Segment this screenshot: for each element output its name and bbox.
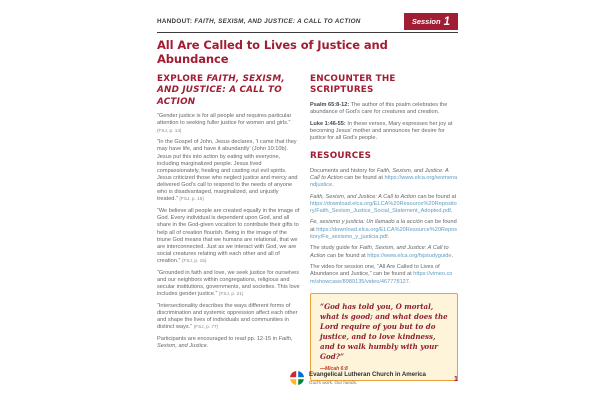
paragraph-text: “Grounded in faith and love, we seek justice for ourselves and our neighbors within congregations, religious and secular institutions, governments, and societies. This love includes gender justice.” bbox=[157, 269, 300, 298]
scripture-text: The author of this psalm celebrates the abundance of God’s care for creatures and creation. bbox=[310, 101, 448, 115]
explore-paragraph bbox=[157, 139, 300, 203]
resource-text: can be found at bbox=[416, 193, 457, 200]
micah-quote-box bbox=[310, 293, 458, 381]
resource-title: Faith, Sexism, and Justice: A Call to Action bbox=[310, 167, 449, 181]
resource-link[interactable]: https://www.elca.org/fsjstudyguide bbox=[367, 252, 452, 259]
resource-item bbox=[310, 245, 458, 259]
handout-page bbox=[157, 13, 458, 381]
paragraph-text: “In the Gospel of John, Jesus declares, ‘I came that they may have life, and have it abundantly’ (John 10:10b). Jesus put this into action by eating with everyone, including marginalized people. Jesus lived compassionately, healing and casting out evil spirits. Jesus criticized those who neglect justice and mercy and delivered God’s call to respond to the needs of anyone who is disadvantaged, marginalized, and unjustly treated.” bbox=[157, 139, 298, 203]
resource-item bbox=[310, 219, 458, 240]
reading-note bbox=[157, 336, 300, 350]
eyebrow bbox=[157, 18, 361, 25]
page-number: 1 bbox=[453, 373, 458, 383]
explore-heading-italic: FAITH, SEXISM, AND JUSTICE: A CALL TO ACTION bbox=[157, 74, 285, 107]
explore-paragraph bbox=[157, 113, 300, 134]
paragraph-text: “We believe all people are created equally in the image of God. Every individual is dependent upon God, and all share in the God-given vocation to contribute their gifts to help all of creation flourish. Being in the image of the triune God means that we humans are relational, that we are interconnected. Just as we interact with God, we are social creatures relating with each other and all of creation.” bbox=[157, 208, 300, 265]
paragraph-text: “Intersectionality describes the ways different forms of discrimination and systemic oppression affect each other and shape the lives of individuals and communities in distinct ways.” bbox=[157, 303, 298, 331]
session-label: Session bbox=[411, 17, 441, 26]
resource-text: . bbox=[450, 207, 453, 214]
resource-text: can be found at bbox=[325, 252, 368, 259]
scripture-text: In these verses, Mary expresses her joy at becoming Jesus’ mother and announces her desire for justice for all God’s people. bbox=[310, 120, 453, 141]
two-column-body bbox=[157, 74, 458, 381]
resource-title: Faith, Sexism, and Justice: A Call to Action bbox=[310, 245, 449, 259]
explore-heading-plain: EXPLORE bbox=[157, 74, 207, 84]
resource-link[interactable]: https://vimeo.com/showcase/8989135/video/467778127 bbox=[310, 271, 453, 285]
scripture-reference: Luke 1:46-55: bbox=[310, 120, 346, 127]
explore-paragraph bbox=[157, 270, 300, 299]
scripture-item bbox=[310, 102, 458, 116]
resource-text: can be found at bbox=[342, 174, 385, 181]
scriptures-heading: ENCOUNTER THE SCRIPTURES bbox=[310, 74, 396, 96]
citation: (FSJ, p. 14) bbox=[157, 127, 182, 133]
resource-item bbox=[310, 194, 458, 215]
session-badge bbox=[404, 13, 458, 30]
resource-item bbox=[310, 168, 458, 189]
resource-text: . bbox=[387, 233, 390, 240]
explore-paragraph bbox=[157, 208, 300, 265]
org-name: Evangelical Lutheran Church in America bbox=[309, 371, 426, 379]
resource-text: . bbox=[332, 181, 334, 188]
explore-column bbox=[157, 74, 300, 381]
session-number: 1 bbox=[443, 15, 450, 28]
page-title: All Are Called to Lives of Justice and Abundance bbox=[157, 38, 388, 66]
resource-text: . bbox=[451, 252, 454, 259]
elca-logo-icon bbox=[290, 371, 304, 385]
resource-link[interactable]: https://download.elca.org/ELCA%20Resource%20Repository/Faith_Sexism_Justice_Social_Statement_Adopted.pdf bbox=[310, 200, 457, 214]
resource-text: Documents and history for bbox=[310, 167, 377, 174]
resources-heading: RESOURCES bbox=[310, 151, 372, 162]
scripture-item bbox=[310, 121, 458, 142]
resource-title: Faith, Sexism, and Justice: A Call to Action bbox=[310, 193, 417, 200]
citation: (FSJ, p. 77) bbox=[193, 324, 219, 330]
citation: (FSJ, p. 15) bbox=[181, 258, 207, 264]
footer bbox=[290, 371, 458, 385]
header-divider bbox=[157, 32, 458, 33]
scripture-reference: Psalm 65:8-12: bbox=[310, 101, 350, 108]
scriptures-resources-column bbox=[310, 74, 458, 381]
eyebrow-prefix: HANDOUT: bbox=[157, 18, 193, 25]
eyebrow-title: FAITH, SEXISM, AND JUSTICE: A CALL TO ACTION bbox=[192, 18, 361, 25]
reading-note-text: Participants are encouraged to read pp. 12-15 in bbox=[157, 336, 279, 343]
citation: (FSJ, p. 21) bbox=[218, 291, 244, 297]
explore-heading bbox=[157, 74, 300, 108]
resource-text: The study guide for bbox=[310, 245, 360, 252]
footer-text bbox=[309, 371, 449, 384]
quote-text: “God has told you, O mortal, what is good; and what does the Lord require of you but to do justice, and to love kindness, and to walk humbly with your God?” bbox=[320, 301, 448, 362]
reading-note-title: Faith, Sexism, and Justice. bbox=[157, 336, 293, 350]
org-tagline: God’s work. Our hands. bbox=[309, 379, 358, 385]
quote-attribution: —Micah 6:8 bbox=[320, 366, 348, 373]
explore-paragraph bbox=[157, 303, 300, 332]
resource-title: Fe, sexismo y justicia: Un llamado a la acción bbox=[310, 219, 423, 226]
citation: (FSJ, p. 15) bbox=[179, 196, 204, 202]
resource-text: . bbox=[408, 278, 411, 285]
page-header bbox=[157, 13, 458, 30]
paragraph-text: “Gender justice is for all people and requires particular attention to seeking fuller justice for women and girls.” bbox=[157, 113, 292, 127]
resource-link[interactable]: https://download.elca.org/ELCA%20Resource%20Repository/Fe_sexismo_y_justicia.pdf bbox=[310, 226, 458, 240]
resource-text: The video for session one, “All Are Called to Lives of Abundance and Justice,” can be found at bbox=[310, 264, 440, 278]
resource-link[interactable]: https://www.elca.org/womenandjustice bbox=[310, 174, 458, 188]
resource-item bbox=[310, 264, 458, 285]
resource-text: can be found at bbox=[310, 219, 457, 233]
